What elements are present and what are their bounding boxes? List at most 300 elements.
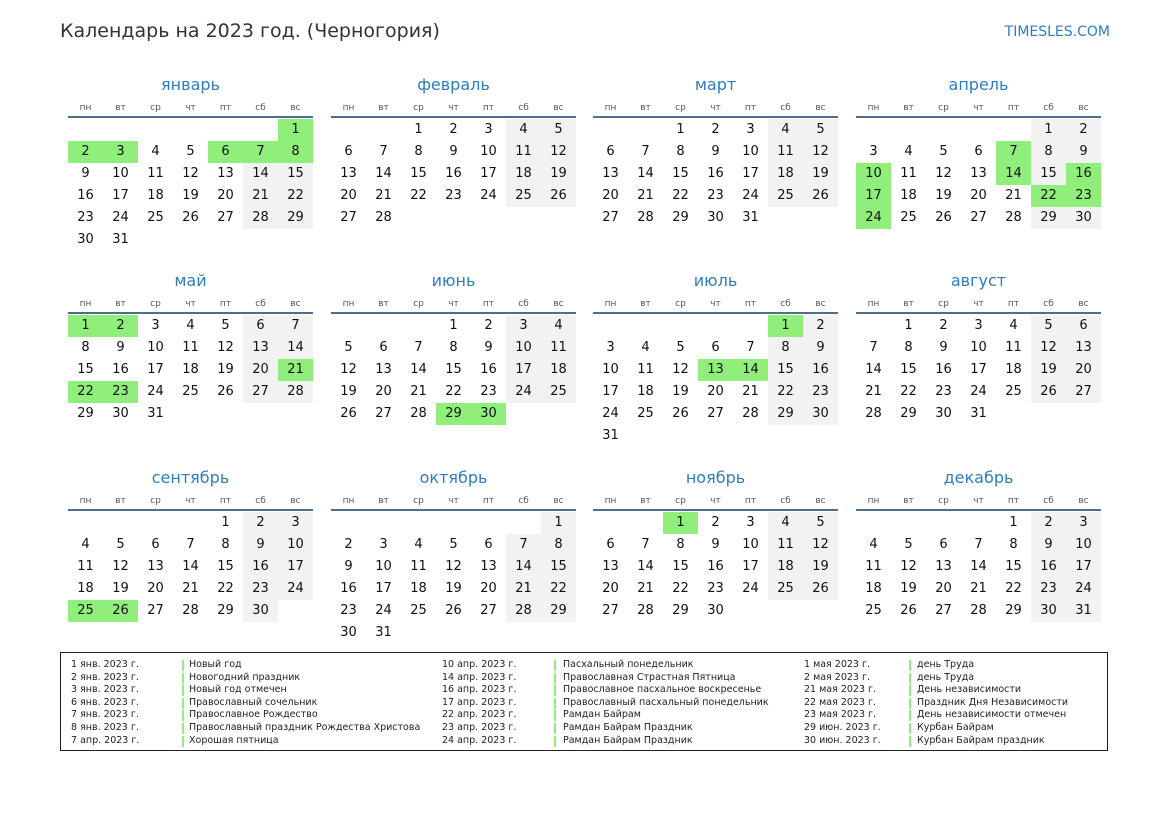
month-calendar <box>593 469 838 622</box>
day-cell: 12 <box>672 362 689 377</box>
weekday-label: ср <box>150 496 161 506</box>
day-cell: 22 <box>672 581 689 596</box>
weekday-label: сб <box>255 299 266 309</box>
day-cell: 16 <box>1066 163 1101 185</box>
day-cell: 17 <box>112 188 129 203</box>
day-cell: 18 <box>506 163 541 185</box>
day-cell: 15 <box>672 166 689 181</box>
day-cell: 12 <box>1031 337 1066 359</box>
day-cell: 16 <box>1031 556 1066 578</box>
holiday-marker <box>554 673 556 684</box>
day-cell: 28 <box>243 207 278 229</box>
day-cell: 22 <box>68 381 103 403</box>
day-cell: 5 <box>939 144 948 159</box>
weekday-label: пт <box>1007 496 1020 506</box>
day-cell: 26 <box>103 600 138 622</box>
day-cell: 28 <box>970 603 987 618</box>
weekday-label: сб <box>1043 496 1054 506</box>
day-cell: 26 <box>182 210 199 225</box>
day-cell: 10 <box>742 537 759 552</box>
day-cell: 3 <box>1066 512 1101 534</box>
day-cell: 1 <box>1031 119 1066 141</box>
day-cell: 12 <box>803 141 838 163</box>
holiday-date: 3 янв. 2023 г. <box>71 684 139 696</box>
day-cell: 22 <box>672 188 689 203</box>
day-cell: 14 <box>733 359 768 381</box>
holiday-marker <box>554 698 556 709</box>
day-cell: 23 <box>1066 185 1101 207</box>
day-cell: 4 <box>151 144 160 159</box>
day-cell: 18 <box>900 188 917 203</box>
holiday-marker <box>554 685 556 696</box>
holiday-date: 16 апр. 2023 г. <box>442 684 517 696</box>
weekday-label: пн <box>867 103 880 113</box>
empty-cell <box>891 119 926 141</box>
day-cell: 25 <box>410 603 427 618</box>
month-name: июнь <box>431 271 476 290</box>
day-cell: 10 <box>856 163 891 185</box>
day-grid <box>68 315 313 425</box>
day-cell: 26 <box>900 603 917 618</box>
holiday-name: Православный сочельник <box>189 696 318 708</box>
weekday-label: пн <box>604 496 617 506</box>
day-grid <box>68 119 313 251</box>
day-cell: 21 <box>865 384 882 399</box>
day-grid <box>331 119 576 229</box>
day-cell: 25 <box>182 384 199 399</box>
month-name: май <box>174 271 207 290</box>
day-cell: 7 <box>974 537 983 552</box>
weekday-label: вс <box>1078 103 1089 113</box>
day-cell: 9 <box>803 337 838 359</box>
day-cell: 18 <box>768 163 803 185</box>
weekday-label: вт <box>378 496 389 506</box>
day-cell: 28 <box>506 600 541 622</box>
day-cell: 8 <box>768 337 803 359</box>
day-cell: 19 <box>541 163 576 185</box>
weekday-label: вт <box>378 103 389 113</box>
weekday-label: вт <box>903 103 914 113</box>
day-cell: 21 <box>970 581 987 596</box>
day-cell: 5 <box>116 537 125 552</box>
empty-cell <box>593 315 628 337</box>
day-cell: 9 <box>344 559 353 574</box>
month-calendar <box>68 469 313 622</box>
day-cell: 17 <box>1066 556 1101 578</box>
weekday-label: вс <box>553 496 564 506</box>
day-cell: 9 <box>243 534 278 556</box>
empty-cell <box>103 512 138 534</box>
day-cell: 22 <box>768 381 803 403</box>
day-cell: 20 <box>243 359 278 381</box>
day-cell: 14 <box>970 559 987 574</box>
holiday-name: Православное пасхальное воскресенье <box>563 684 762 696</box>
month-calendar <box>856 469 1101 622</box>
day-cell: 7 <box>186 537 195 552</box>
day-cell: 4 <box>768 512 803 534</box>
empty-cell <box>593 119 628 141</box>
day-cell: 17 <box>742 559 759 574</box>
header-divider <box>856 116 1101 118</box>
day-cell: 16 <box>112 362 129 377</box>
holiday-name: День независимости отмечен <box>917 709 1067 721</box>
day-cell: 29 <box>672 210 689 225</box>
day-cell: 31 <box>112 232 129 247</box>
month-calendar <box>331 272 576 425</box>
day-cell: 30 <box>935 406 952 421</box>
day-cell: 29 <box>217 603 234 618</box>
weekday-header <box>68 299 313 312</box>
day-cell: 1 <box>221 515 230 530</box>
weekday-label: сб <box>518 103 529 113</box>
weekday-label: ср <box>150 103 161 113</box>
weekday-header <box>68 496 313 509</box>
day-cell: 8 <box>541 534 576 556</box>
day-cell: 24 <box>278 578 313 600</box>
day-cell: 14 <box>637 559 654 574</box>
header-divider <box>593 312 838 314</box>
day-cell: 27 <box>602 603 619 618</box>
day-cell: 23 <box>707 581 724 596</box>
holiday-name: Рамдан Байрам Праздник <box>563 721 693 733</box>
weekday-label: чт <box>448 299 459 309</box>
day-cell: 3 <box>746 122 755 137</box>
weekday-label: пн <box>79 299 92 309</box>
holiday-name: Рамдан Байрам Праздник <box>563 734 693 746</box>
weekday-header <box>593 496 838 509</box>
day-cell: 3 <box>746 515 755 530</box>
day-cell: 24 <box>506 381 541 403</box>
day-cell: 1 <box>449 318 458 333</box>
day-cell: 24 <box>856 207 891 229</box>
weekday-label: пт <box>744 299 757 309</box>
weekday-label: чт <box>185 299 196 309</box>
holiday-date: 14 апр. 2023 г. <box>442 671 517 683</box>
day-cell: 26 <box>541 185 576 207</box>
day-cell: 23 <box>803 381 838 403</box>
day-cell: 24 <box>147 384 164 399</box>
weekday-header <box>331 103 576 116</box>
weekday-label: вт <box>903 299 914 309</box>
holiday-marker <box>909 736 911 747</box>
day-cell: 17 <box>147 362 164 377</box>
weekday-header <box>856 496 1101 509</box>
day-cell: 1 <box>676 122 685 137</box>
day-cell: 25 <box>541 381 576 403</box>
weekday-label: вт <box>903 496 914 506</box>
day-cell: 16 <box>77 188 94 203</box>
holiday-date: 2 янв. 2023 г. <box>71 671 139 683</box>
holiday-name: день Труда <box>917 671 975 683</box>
weekday-label: вс <box>1078 299 1089 309</box>
day-cell: 21 <box>637 188 654 203</box>
day-cell: 14 <box>996 163 1031 185</box>
holiday-date: 1 мая 2023 г. <box>804 659 870 670</box>
day-cell: 6 <box>1066 315 1101 337</box>
weekday-label: чт <box>710 103 721 113</box>
weekday-label: вт <box>378 299 389 309</box>
day-cell: 14 <box>865 362 882 377</box>
day-cell: 13 <box>480 559 497 574</box>
weekday-label: вт <box>640 299 651 309</box>
day-cell: 13 <box>602 559 619 574</box>
day-grid <box>593 512 838 622</box>
empty-cell <box>593 512 628 534</box>
day-cell: 2 <box>243 512 278 534</box>
day-cell: 4 <box>541 315 576 337</box>
day-cell: 25 <box>768 578 803 600</box>
empty-cell <box>436 512 471 534</box>
day-cell: 8 <box>904 340 913 355</box>
day-cell: 3 <box>869 144 878 159</box>
holiday-name: Новый год отмечен <box>189 684 287 696</box>
day-cell: 12 <box>217 340 234 355</box>
day-cell: 29 <box>77 406 94 421</box>
day-cell: 21 <box>742 384 759 399</box>
day-cell: 22 <box>278 185 313 207</box>
day-cell: 11 <box>410 559 427 574</box>
month-name: февраль <box>417 75 490 94</box>
day-cell: 18 <box>147 188 164 203</box>
day-cell: 7 <box>278 315 313 337</box>
day-cell: 20 <box>480 581 497 596</box>
weekday-label: чт <box>973 103 984 113</box>
day-cell: 17 <box>375 581 392 596</box>
day-cell: 6 <box>974 144 983 159</box>
day-cell: 7 <box>506 534 541 556</box>
day-cell: 19 <box>1031 359 1066 381</box>
holiday-name: Православная Страстная Пятница <box>563 671 736 683</box>
empty-cell <box>856 512 891 534</box>
day-cell: 21 <box>278 359 313 381</box>
month-calendar <box>593 76 838 229</box>
day-cell: 25 <box>865 603 882 618</box>
day-cell: 23 <box>103 381 138 403</box>
day-cell: 12 <box>445 559 462 574</box>
day-cell: 27 <box>1066 381 1101 403</box>
weekday-label: пт <box>482 299 495 309</box>
month-name: июль <box>693 271 738 290</box>
weekday-label: вт <box>115 496 126 506</box>
weekday-label: пн <box>342 103 355 113</box>
empty-cell <box>856 119 891 141</box>
day-cell: 7 <box>996 141 1031 163</box>
day-cell: 9 <box>116 340 125 355</box>
weekday-label: сб <box>780 103 791 113</box>
day-cell: 12 <box>340 362 357 377</box>
holiday-marker <box>909 660 911 671</box>
empty-cell <box>628 315 663 337</box>
day-cell: 4 <box>641 340 650 355</box>
day-cell: 28 <box>637 603 654 618</box>
month-name: ноябрь <box>685 468 746 487</box>
day-cell: 25 <box>506 185 541 207</box>
day-cell: 20 <box>970 188 987 203</box>
day-grid <box>856 315 1101 425</box>
weekday-label: вт <box>640 103 651 113</box>
month-name: август <box>950 271 1007 290</box>
day-cell: 10 <box>970 340 987 355</box>
holiday-date: 30 июн. 2023 г. <box>804 734 881 746</box>
day-cell: 15 <box>541 556 576 578</box>
day-cell: 19 <box>340 384 357 399</box>
weekday-label: вс <box>815 496 826 506</box>
weekday-label: вт <box>640 496 651 506</box>
day-cell: 4 <box>869 537 878 552</box>
day-cell: 21 <box>506 578 541 600</box>
day-cell: 14 <box>410 362 427 377</box>
empty-cell <box>628 512 663 534</box>
holiday-date: 1 янв. 2023 г. <box>71 659 139 670</box>
holiday-date: 22 мая 2023 г. <box>804 696 877 708</box>
day-cell: 10 <box>147 340 164 355</box>
day-cell: 19 <box>182 188 199 203</box>
day-cell: 23 <box>1031 578 1066 600</box>
weekday-label: пт <box>1007 103 1020 113</box>
holiday-date: 8 янв. 2023 г. <box>71 721 139 733</box>
day-cell: 27 <box>243 381 278 403</box>
weekday-label: вс <box>1078 496 1089 506</box>
month-name: сентябрь <box>151 468 230 487</box>
holiday-date: 10 апр. 2023 г. <box>442 659 517 670</box>
holiday-marker <box>554 736 556 747</box>
day-cell: 11 <box>541 337 576 359</box>
day-cell: 27 <box>217 210 234 225</box>
day-cell: 3 <box>379 537 388 552</box>
day-cell: 25 <box>1005 384 1022 399</box>
day-cell: 1 <box>68 315 103 337</box>
month-name: январь <box>161 75 220 94</box>
day-cell: 6 <box>379 340 388 355</box>
weekday-label: пт <box>744 103 757 113</box>
day-cell: 23 <box>480 384 497 399</box>
weekday-label: ср <box>413 299 424 309</box>
day-cell: 2 <box>68 141 103 163</box>
empty-cell <box>103 119 138 141</box>
empty-cell <box>366 119 401 141</box>
day-cell: 13 <box>698 359 733 381</box>
holiday-name: Праздник Дня Независимости <box>917 696 1069 708</box>
month-name: декабрь <box>943 468 1014 487</box>
day-cell: 15 <box>1005 559 1022 574</box>
day-cell: 18 <box>410 581 427 596</box>
day-cell: 29 <box>436 403 471 425</box>
holiday-legend <box>60 652 1108 751</box>
day-cell: 6 <box>606 537 615 552</box>
day-cell: 13 <box>602 166 619 181</box>
day-cell: 6 <box>243 315 278 337</box>
day-cell: 18 <box>637 384 654 399</box>
day-cell: 17 <box>970 362 987 377</box>
day-cell: 7 <box>641 537 650 552</box>
empty-cell <box>366 315 401 337</box>
day-cell: 6 <box>939 537 948 552</box>
day-cell: 12 <box>182 166 199 181</box>
day-cell: 5 <box>803 512 838 534</box>
holiday-date: 24 апр. 2023 г. <box>442 734 517 746</box>
day-cell: 24 <box>112 210 129 225</box>
month-name: март <box>694 75 737 94</box>
day-cell: 27 <box>707 406 724 421</box>
day-cell: 30 <box>471 403 506 425</box>
day-cell: 4 <box>81 537 90 552</box>
day-cell: 5 <box>344 340 353 355</box>
holiday-name: день Труда <box>917 659 975 670</box>
weekday-label: ср <box>413 496 424 506</box>
day-cell: 4 <box>414 537 423 552</box>
holiday-date: 2 мая 2023 г. <box>804 671 870 683</box>
day-cell: 3 <box>606 340 615 355</box>
day-cell: 30 <box>707 210 724 225</box>
day-cell: 15 <box>445 362 462 377</box>
day-cell: 21 <box>1005 188 1022 203</box>
empty-cell <box>961 512 996 534</box>
day-cell: 22 <box>1031 185 1066 207</box>
day-cell: 28 <box>278 381 313 403</box>
day-cell: 13 <box>217 166 234 181</box>
day-cell: 22 <box>541 578 576 600</box>
day-cell: 12 <box>112 559 129 574</box>
weekday-label: пн <box>79 496 92 506</box>
day-cell: 3 <box>974 318 983 333</box>
weekday-label: пн <box>342 299 355 309</box>
day-cell: 31 <box>375 625 392 640</box>
day-cell: 31 <box>147 406 164 421</box>
day-cell: 17 <box>506 359 541 381</box>
day-cell: 26 <box>1031 381 1066 403</box>
holiday-marker <box>909 673 911 684</box>
day-cell: 20 <box>707 384 724 399</box>
weekday-label: пт <box>744 496 757 506</box>
holiday-name: День независимости <box>917 684 1022 696</box>
day-cell: 16 <box>707 559 724 574</box>
day-cell: 1 <box>663 512 698 534</box>
day-cell: 11 <box>182 340 199 355</box>
day-cell: 25 <box>68 600 103 622</box>
day-cell: 2 <box>939 318 948 333</box>
empty-cell <box>733 315 768 337</box>
empty-cell <box>506 512 541 534</box>
empty-cell <box>331 512 366 534</box>
day-cell: 9 <box>939 340 948 355</box>
day-cell: 2 <box>803 315 838 337</box>
holiday-date: 23 апр. 2023 г. <box>442 721 517 733</box>
holiday-marker <box>554 723 556 734</box>
day-cell: 8 <box>676 144 685 159</box>
empty-cell <box>173 119 208 141</box>
day-cell: 17 <box>742 166 759 181</box>
day-cell: 4 <box>768 119 803 141</box>
day-cell: 4 <box>904 144 913 159</box>
day-cell: 20 <box>602 581 619 596</box>
day-cell: 8 <box>449 340 458 355</box>
day-cell: 3 <box>151 318 160 333</box>
holiday-marker <box>909 698 911 709</box>
day-cell: 5 <box>221 318 230 333</box>
site-link[interactable]: TIMESLES.COM <box>1004 24 1110 40</box>
day-cell: 23 <box>707 188 724 203</box>
day-cell: 15 <box>278 163 313 185</box>
day-cell: 22 <box>1005 581 1022 596</box>
day-cell: 21 <box>182 581 199 596</box>
month-name: октябрь <box>419 468 488 487</box>
day-cell: 4 <box>1009 318 1018 333</box>
day-cell: 2 <box>711 122 720 137</box>
day-cell: 15 <box>768 359 803 381</box>
day-cell: 8 <box>81 340 90 355</box>
weekday-label: пт <box>482 496 495 506</box>
day-cell: 29 <box>672 603 689 618</box>
